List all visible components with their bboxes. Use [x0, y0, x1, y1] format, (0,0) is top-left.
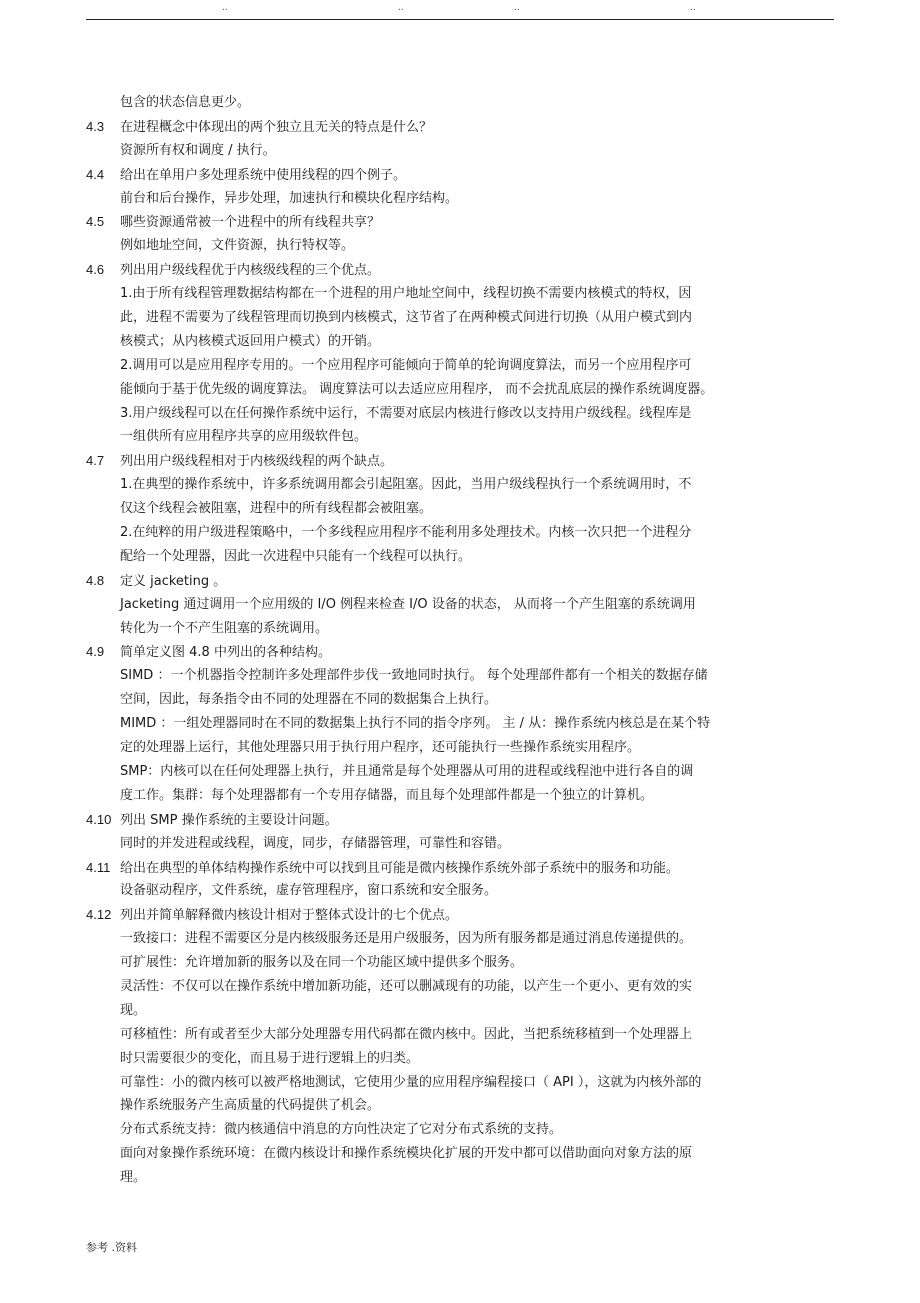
answer-line: 设备驱动程序，文件系统，虚存管理程序，窗口系统和安全服务。 [120, 883, 498, 899]
answer-line: Jacketing 通过调用一个应用级的 I/O 例程来检查 I/O 设备的状态， 从而将一个产生阻塞的系统调用 [120, 596, 696, 612]
answer-line: 能倾向于基于优先级的调度算法。 调度算法可以去适应应用程序， 而不会扰乱底层的操作系统调度器。 [120, 381, 714, 397]
header-rule [86, 19, 834, 20]
question-line [86, 808, 834, 832]
question-text: 哪些资源通常被一个进程中的所有线程共享？ [120, 215, 381, 231]
answer-line: 一组供所有应用程序共享的应用级软件包。 [120, 429, 368, 445]
answer-line: 仅这个线程会被阻塞，进程中的所有线程都会被阻塞。 [120, 501, 433, 517]
answer-line: 可靠性：小的微内核可以被严格地测试，它使用少量的应用程序编程接口（ API ），这就为内核外部的 [120, 1074, 702, 1090]
question-text: 给出在单用户多处理系统中使用线程的四个例子。 [120, 167, 407, 183]
answer-line: 资源所有权和调度 / 执行。 [120, 142, 276, 158]
header-mark: .. [222, 3, 228, 13]
question-text: 在进程概念中体现出的两个独立且无关的特点是什么？ [120, 119, 433, 135]
answer-line: 前台和后台操作，异步处理，加速执行和模块化程序结构。 [120, 190, 459, 206]
header-mark: .. [514, 3, 520, 13]
question-line [86, 903, 834, 927]
question-line [86, 163, 834, 187]
question-text: 定义 jacketing 。 [120, 573, 227, 589]
question-number: 4.10 [86, 811, 112, 827]
answer-line: 时只需要很少的变化，而且易于进行逻辑上的归类。 [120, 1050, 420, 1066]
header-mark: .. [398, 3, 404, 13]
question-number: 4.4 [86, 166, 105, 182]
page-footer: 参考 .资料 [86, 1241, 137, 1254]
answer-line: 包含的状态信息更少。 [120, 95, 251, 110]
answer-line: 一致接口：进程不需要区分是内核级服务还是用户级服务，因为所有服务都是通过消息传递提供的。 [120, 931, 693, 947]
question-line [86, 640, 834, 664]
answer-line: 3.用户级线程可以在任何操作系统中运行，不需要对底层内核进行修改以支持用户级线程。线程库是 [120, 405, 692, 421]
answer-line: MIMD ：一组处理器同时在不同的数据集上执行不同的指令序列。 主 / 从：操作系统内核总是在某个特 [120, 716, 711, 732]
answer-line: 理。 [120, 1170, 147, 1186]
answer-line: 配给一个处理器，因此一次进程中只能有一个线程可以执行。 [120, 548, 472, 564]
answer-line: 转化为一个不产生阻塞的系统调用。 [120, 620, 329, 636]
answer-line: 灵活性：不仅可以在操作系统中增加新功能，还可以删减现有的功能，以产生一个更小、更有效的实 [120, 978, 693, 994]
answer-line: SMP：内核可以在任何处理器上执行，并且通常是每个处理器从可用的进程或线程池中进行各自的调 [120, 763, 694, 779]
question-line [86, 258, 834, 282]
question-number: 4.9 [86, 644, 105, 660]
question-number: 4.8 [86, 572, 105, 588]
answer-line: 核模式；从内核模式返回用户模式）的开销。 [120, 333, 381, 349]
answer-line: 面向对象操作系统环境：在微内核设计和操作系统模块化扩展的开发中都可以借助面向对象方法的原 [120, 1146, 693, 1162]
document-body [86, 91, 834, 1190]
question-line [86, 449, 834, 473]
question-text: 列出用户级线程优于内核级线程的三个优点。 [120, 263, 381, 279]
answer-line: 2.调用可以是应用程序专用的。一个应用程序可能倾向于简单的轮询调度算法，而另一个应用程序可 [120, 357, 692, 373]
question-text: 列出用户级线程相对于内核级线程的两个缺点。 [120, 454, 394, 470]
question-text: 列出并简单解释微内核设计相对于整体式设计的七个优点。 [120, 908, 459, 924]
question-line [86, 569, 834, 593]
answer-line: 2.在纯粹的用户级进程策略中，一个多线程应用程序不能利用多处理技术。内核一次只把一个进程分 [120, 525, 692, 541]
answer-line: SIMD ：一个机器指令控制许多处理部件步伐一致地同时执行。 每个处理部件都有一个相关的数据存储 [120, 668, 708, 684]
answer-line: 此，进程不需要为了线程管理而切换到内核模式，这节省了在两种模式间进行切换（从用户模式到内 [120, 310, 693, 326]
answer-line: 例如地址空间，文件资源，执行特权等。 [120, 238, 355, 254]
answer-line: 可移植性：所有或者至少大部分处理器专用代码都在微内核中。因此，当把系统移植到一个处理器上 [120, 1026, 693, 1042]
answer-line: 可扩展性：允许增加新的服务以及在同一个功能区域中提供多个服务。 [120, 955, 524, 971]
answer-line: 分布式系统支持：微内核通信中消息的方向性决定了它对分布式系统的支持。 [120, 1122, 563, 1138]
question-line [86, 856, 834, 880]
answer-line: 1.在典型的操作系统中，许多系统调用都会引起阻塞。因此，当用户级线程执行一个系统调用时，不 [120, 477, 692, 493]
answer-line: 1.由于所有线程管理数据结构都在一个进程的用户地址空间中，线程切换不需要内核模式的特权，因 [120, 286, 692, 302]
answer-line: 现。 [120, 1002, 147, 1018]
question-number: 4.3 [86, 118, 105, 134]
answer-line: 定的处理器上运行，其他处理器只用于执行用户程序，还可能执行一些操作系统实用程序。 [120, 740, 641, 756]
page-header [0, 2, 920, 18]
question-text: 列出 SMP 操作系统的主要设计问题。 [120, 812, 338, 828]
question-line [86, 115, 834, 139]
question-number: 4.7 [86, 453, 105, 469]
question-number: 4.5 [86, 214, 105, 230]
question-number: 4.6 [86, 262, 105, 278]
question-text: 简单定义图 4.8 中列出的各种结构。 [120, 645, 331, 661]
answer-line: 空间，因此，每条指令由不同的处理器在不同的数据集合上执行。 [120, 692, 498, 708]
answer-line: 操作系统服务产生高质量的代码提供了机会。 [120, 1098, 381, 1114]
question-text: 给出在典型的单体结构操作系统中可以找到且可能是微内核操作系统外部子系统中的服务和功能。 [120, 860, 680, 876]
question-number: 4.11 [86, 859, 111, 875]
answer-line: 同时的并发进程或线程，调度，同步，存储器管理，可靠性和容错。 [120, 835, 511, 851]
question-number: 4.12 [86, 907, 112, 923]
header-mark: .. [690, 3, 696, 13]
question-line [86, 210, 834, 234]
answer-line: 度工作。集群：每个处理器都有一个专用存储器，而且每个处理部件都是一个独立的计算机。 [120, 787, 654, 803]
